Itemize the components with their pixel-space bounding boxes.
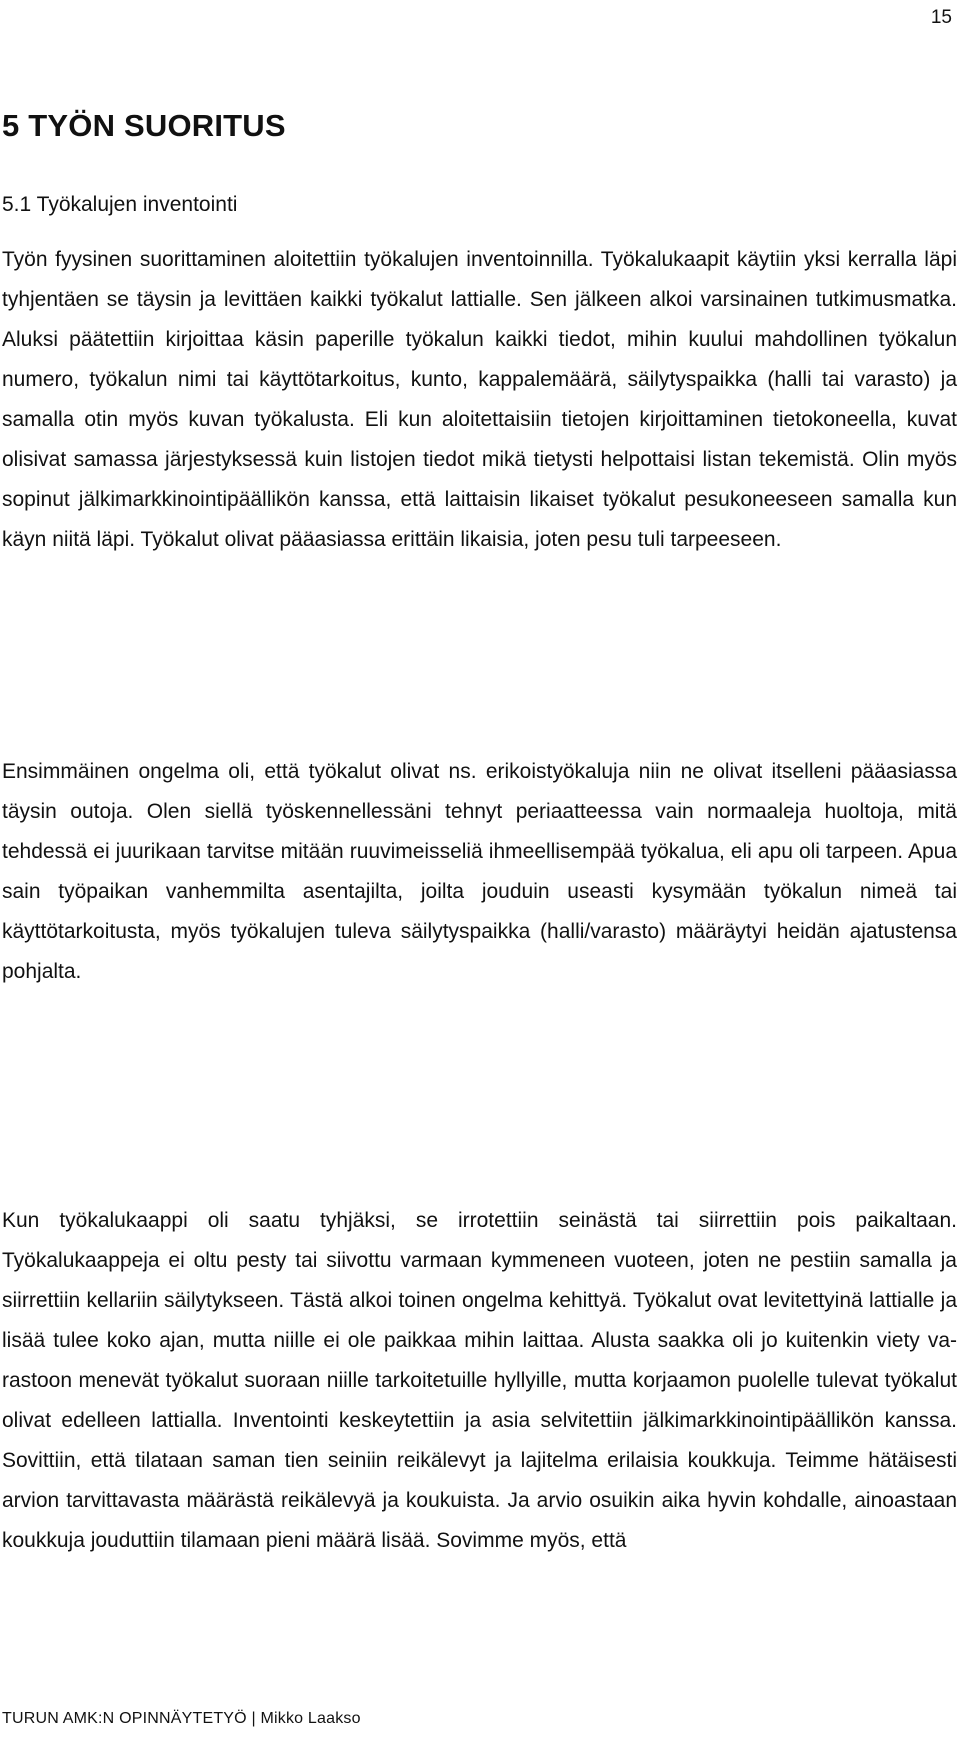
section-title: 5.1 Työkalujen inventointi <box>2 193 238 216</box>
page-number: 15 <box>930 7 952 28</box>
paragraph-first-problem: Ensimmäinen ongelma oli, että työkalut olivat ns. erikoistyökaluja niin ne olivat itselleni pääasiassa täysin outoja. Olen siellä työskennellessäni tehnyt periaatteessa vain normaaleja huoltoja, mitä tehdessä ei juurikaan tarvitse mitään ruuvimeisseliä ihmeellisempää työkalua, eli apu oli tarpeen. Apua sain työpaikan vanhemmilta asentajilta, joilta jouduin useasti kysymään työkalun nimeä tai käyttötarkoitusta, myös työkalujen tuleva säilytyspaikka (halli/varasto) määräytyi heidän ajatustensa pohjalta. <box>2 760 957 983</box>
footer: TURUN AMK:N OPINNÄYTETYÖ | Mikko Laakso <box>2 1710 361 1727</box>
chapter-title: 5 TYÖN SUORITUS <box>2 108 286 143</box>
paragraph-second-problem: Kun työkalukaappi oli saatu tyhjäksi, se irrotettiin seinästä tai siirrettiin pois paikaltaan. Työkalukaappeja ei oltu pesty tai siivottu varmaan kymmeneen vuoteen, joten ne pestiin samalla ja siirrettiin kellariin säilytykseen. Tästä alkoi toinen ongelma kehittyä. Työkalut ovat levitettyinä lattialle ja lisää tulee koko ajan, mutta niille ei ole paikkaa mihin laittaa. Alusta saakka oli jo kuitenkin viety varastoon menevät työkalut suoraan niille tarkoitetuille hyllyille, mutta korjaamon puolelle tulevat työkalut olivat edelleen lattialla. Inventointi keskeytettiin ja asia selvitettiin jälkimarkkinointipäällikön kanssa. Sovittiin, että tilataan saman tien seiniin reikälevyt ja lajitelma erilaisia koukkuja. Teimme hätäisesti arvion tarvittavasta määrästä reikälevyä ja koukuista. Ja arvio osuikin aika hyvin kohdalle, ainoastaan koukkuja jouduttiin tilamaan pieni määrä lisää. Sovimme myös, että <box>2 1209 957 1552</box>
paragraph-inventory-start: Työn fyysinen suorittaminen aloitettiin työkalujen inventoinnilla. Työkalukaapit käytiin yksi kerralla läpi tyhjentäen se täysin ja levittäen kaikki työkalut lattialle. Sen jälkeen alkoi varsinainen tutkimusmatka. Aluksi päätettiin kirjoittaa käsin paperille työkalun kaikki tiedot, mihin kuului mahdollinen työkalun numero, työkalun nimi tai käyttötarkoitus, kunto, kappalemäärä, säilytyspaikka (halli tai varasto) ja samalla otin myös kuvan työkalusta. Eli kun aloitettaisiin tietojen kirjoittaminen tietokoneella, kuvat olisivat samassa järjestyksessä kuin listojen tiedot mikä tietysti helpottaisi listan tekemistä. Olin myös sopinut jälkimarkkinointipäällikön kanssa, että laittaisin likaiset työkalut pesukoneeseen samalla kun käyn niitä läpi. Työkalut olivat pääasiassa erittäin likaisia, joten pesu tuli tarpeeseen. <box>2 248 957 551</box>
